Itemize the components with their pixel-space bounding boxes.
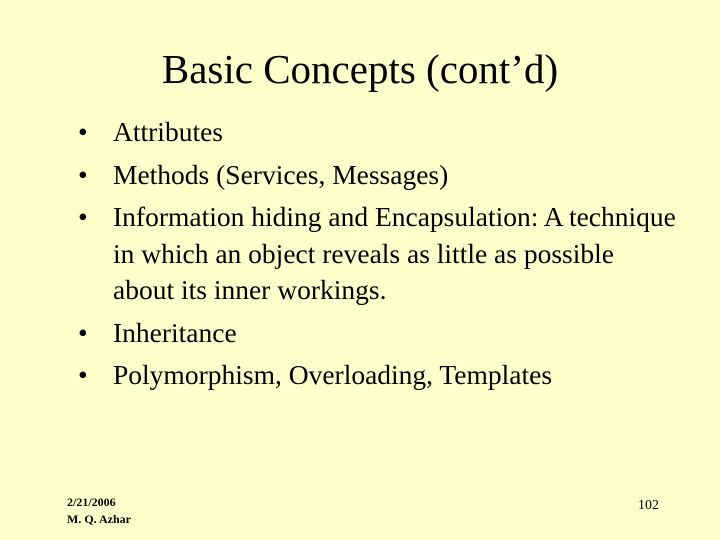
bullet-icon: • (78, 316, 88, 348)
bullet-text: Information hiding and Encapsulation: A technique in which an object reveals as little as possible about its inner workings. (113, 201, 676, 305)
footer-info (67, 494, 131, 528)
bullet-item-information-hiding (78, 199, 678, 309)
page-number: 102 (638, 498, 659, 513)
bullet-item-polymorphism (78, 357, 678, 394)
bullet-icon: • (78, 359, 88, 390)
bullet-item-methods (78, 157, 678, 194)
bullet-text: Methods (Services, Messages) (113, 158, 449, 190)
bullet-list (78, 114, 678, 394)
bullet-icon: • (78, 201, 88, 232)
bullet-icon: • (78, 116, 88, 147)
footer-author: M. Q. Azhar (67, 512, 131, 526)
bullet-icon: • (78, 158, 88, 190)
bullet-item-attributes (78, 114, 678, 151)
bullet-text: Polymorphism, Overloading, Templates (113, 359, 553, 390)
footer-date: 2/21/2006 (67, 495, 116, 509)
bullet-item-inheritance (78, 315, 678, 352)
bullet-text: Attributes (113, 116, 223, 147)
slide-title: Basic Concepts (cont’d) (161, 46, 559, 92)
bullet-text: Inheritance (113, 316, 237, 348)
